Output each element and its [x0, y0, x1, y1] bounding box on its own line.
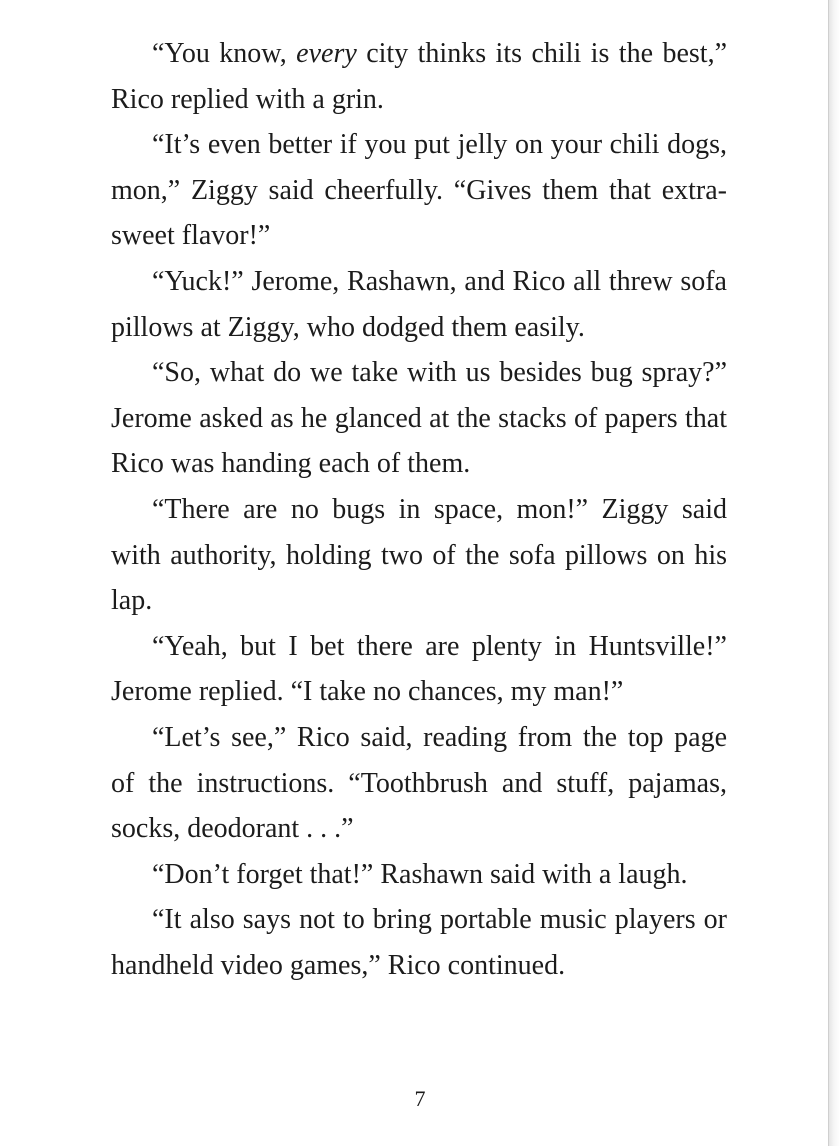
- page-edge: [828, 0, 840, 1146]
- paragraph: “Yeah, but I bet there are plenty in Huntsville!” Jerome replied. “I take no chances, my man!”: [111, 630, 727, 708]
- paragraph: [111, 31, 727, 122]
- page-number: 7: [414, 1086, 426, 1111]
- paragraph: “Yuck!” Jerome, Rashawn, and Rico all threw sofa pillows at Ziggy, who dodged them easily.: [111, 265, 727, 343]
- paragraph-text: city thinks its chili is the best,” Rico replied with a grin.: [111, 38, 728, 115]
- emphasized-word: every: [296, 38, 357, 69]
- paragraph: “It’s even better if you put jelly on your chili dogs, mon,” Ziggy said cheerfully. “Gives them that extra-sweet flavor!”: [111, 129, 727, 252]
- page-text: [111, 31, 727, 988]
- paragraph: “It also says not to bring portable music players or handheld video games,” Rico continued.: [111, 904, 727, 981]
- paragraph: “So, what do we take with us besides bug spray?” Jerome asked as he glanced at the stacks of papers that Rico was handing each of them.: [111, 357, 727, 480]
- paragraph: “There are no bugs in space, mon!” Ziggy said with authority, holding two of the sofa pillows on his lap.: [111, 493, 727, 617]
- paragraph: “Don’t forget that!” Rashawn said with a laugh.: [152, 858, 688, 890]
- paragraph: “Let’s see,” Rico said, reading from the top page of the instructions. “Toothbrush and stuff, pajamas, socks, deodorant . . .”: [111, 721, 727, 845]
- paragraph-text: “You know,: [152, 38, 297, 69]
